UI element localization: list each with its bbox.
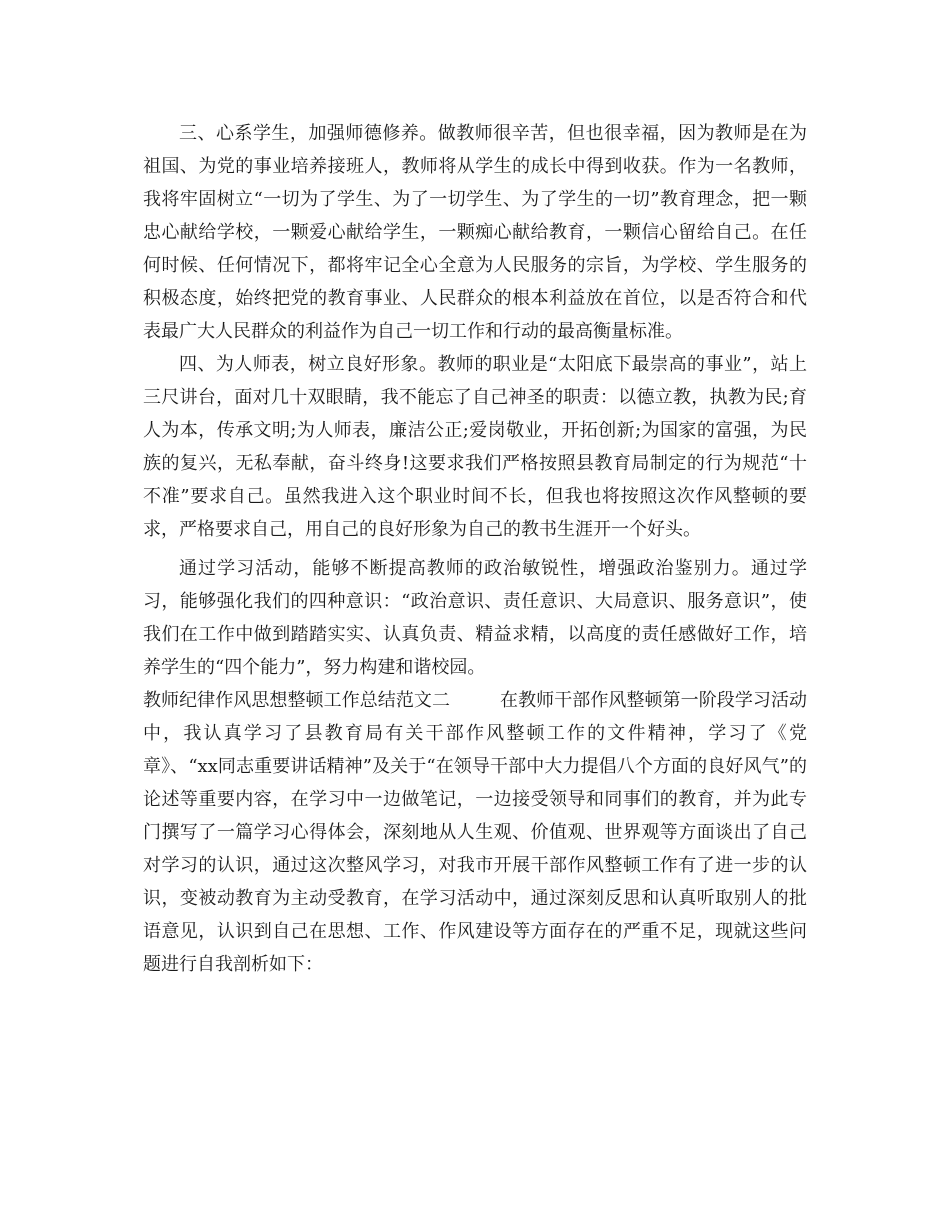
section-two (143, 684, 807, 981)
paragraph-teacher-ethics: 三、心系学生，加强师德修养。做教师很辛苦，但也很幸福，因为教师是在为祖国、为党的事业培养接班人，教师将从学生的成长中得到收获。作为一名教师，我将牢固树立“一切为了学生、为了一切学生、为了学生的一切”教育理念，把一颗忠心献给学校，一颗爱心献给学生，一颗痴心献给教育，一颗信心留给自己。在任何时候、任何情况下，都将牢记全心全意为人民服务的宗旨，为学校、学生服务的积极态度，始终把党的教育事业、人民群众的根本利益放在首位，以是否符合和代表最广大人民群众的利益作为自己一切工作和行动的最高衡量标准。 (143, 123, 807, 342)
section-title: 教师纪律作风思想整顿工作总结范文二 (143, 690, 450, 711)
section-body: 在教师干部作风整顿第一阶段学习活动中，我认真学习了县教育局有关干部作风整顿工作的文件精神，学习了《党章》、“xx同志重要讲话精神”及关于“在领导干部中大力提倡八个方面的良好风气”的论述等重要内容，在学习中一边做笔记，一边接受领导和同事们的教育，并为此专门撰写了一篇学习心得体会，深刻地从人生观、价值观、世界观等方面谈出了自己对学习的认识，通过这次整风学习，对我市开展干部作风整顿工作有了进一步的认识，变被动教育为主动受教育，在学习活动中，通过深刻反思和认真听取别人的批语意见，认识到自己在思想、工作、作风建设等方面存在的严重不足，现就这些问题进行自我剖析如下： (143, 690, 807, 975)
document-body (143, 117, 807, 981)
paragraph-role-model: 四、为人师表，树立良好形象。教师的职业是“太阳底下最崇高的事业”，站上三尺讲台，面对几十双眼睛，我不能忘了自己神圣的职责：以德立教，执教为民;育人为本，传承文明;为人师表，廉洁公正;爱岗敬业，开拓创新;为国家的富强，为民族的复兴，无私奉献，奋斗终身!这要求我们严格按照县教育局制定的行为规范“十不准”要求自己。虽然我进入这个职业时间不长，但我也将按照这次作风整顿的要求，严格要求自己，用自己的良好形象为自己的教书生涯开一个好头。 (143, 354, 807, 540)
paragraph-study-activities: 通过学习活动，能够不断提高教师的政治敏锐性，增强政治鉴别力。通过学习，能够强化我们的四种意识：“政治意识、责任意识、大局意识、服务意识”，使我们在工作中做到踏踏实实、认真负责、精益求精，以高度的责任感做好工作，培养学生的“四个能力”，努力构建和谐校园。 (143, 558, 807, 678)
